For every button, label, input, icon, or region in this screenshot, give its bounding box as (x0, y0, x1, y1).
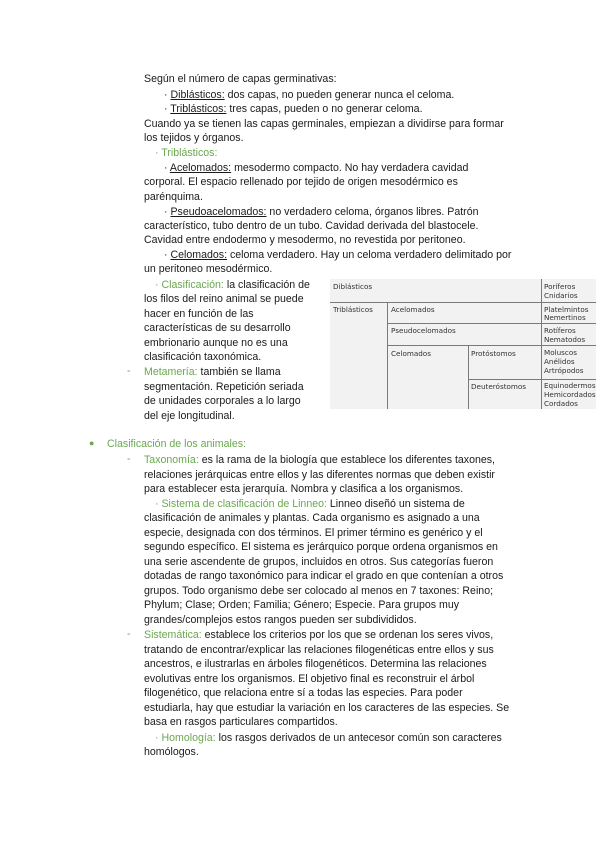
bullet-icon: ● (89, 438, 95, 448)
term-acelomados: Acelomados: (169, 162, 232, 174)
text-line (164, 248, 511, 262)
table-cell: Artrópodos (544, 366, 584, 375)
text-line: grupos. Todo organismo debe ser colocado al menos en 7 taxones: Reino; (144, 585, 494, 597)
text-fragment: también se llama (197, 366, 281, 378)
text-line: Phylum; Clase; Orden; Familia; Género; Especie. Para grupos muy (144, 599, 460, 611)
text-line: estudiarla, hay que estudiar la variación en los caracteres de las especies. Se (144, 702, 510, 714)
text-line (144, 365, 281, 379)
table-rule (387, 302, 388, 409)
table-cell: Acelomados (391, 305, 435, 314)
text-line (155, 278, 310, 292)
table-cell: Anélidos (544, 357, 575, 366)
term-celomados: Celomados: (170, 249, 228, 261)
table-rule (468, 345, 469, 409)
table-cell: Deuteróstomos (471, 382, 527, 391)
text-line: hacer en función de las (144, 308, 254, 320)
table-rule (387, 345, 596, 346)
term-clasificacion: · Clasificación: (155, 279, 224, 291)
text-line: del eje longitudinal. (144, 410, 235, 422)
text-line: Cavidad entre endodermo y mesodermo, no revestida por peritoneo. (144, 234, 466, 246)
table-cell: Poríferos (544, 282, 576, 291)
text-line: características de su desarrollo (144, 322, 291, 334)
text-line: clasificación de animales y plantas. Cada organismo es asignado a una (144, 512, 480, 524)
text-line: Cuando ya se tienen las capas germinales, empiezan a dividirse para formar (144, 118, 504, 130)
table-cell: Cordados (544, 399, 578, 408)
text-line: segmentación. Repetición seriada (144, 381, 304, 393)
text-line (155, 731, 502, 745)
table-cell: Nemertinos (544, 313, 586, 322)
table-cell: Pseudocelomados (391, 326, 456, 335)
table-rule (468, 379, 596, 380)
subheading-triblasticos: · Triblásticos: (155, 147, 218, 159)
table-cell: Diblásticos (333, 282, 373, 291)
text-line: tratando de encontrar/explicar las relaciones filogenéticas entre ellos y sus (144, 644, 494, 656)
text-line: dotadas de rango taxonómico para indicar el grado en que contenían a otros (144, 570, 504, 582)
table-cell: Nematodos (544, 335, 586, 344)
text-line: embrionario aunque no es una (144, 337, 288, 349)
bullet-dot: · (164, 206, 171, 218)
text-line: filogenético, que relaciona entre sí a todas las especies. Para poder (144, 687, 463, 699)
text-line: parénquima. (144, 191, 203, 203)
text-line: especie, designada con dos términos. El primer término es genérico y el (144, 527, 483, 539)
table-cell: Hemicordados (544, 390, 596, 399)
text-line (155, 497, 465, 511)
text-line: corporal. El espacio rellenado por tejido de origen mesodérmico es (144, 176, 458, 188)
table-cell: Rotíferos (544, 326, 576, 335)
table-cell: Triblásticos (333, 305, 373, 314)
text-line: homólogos. (144, 746, 199, 758)
table-rule (387, 323, 596, 324)
text-line (164, 102, 423, 116)
text-line: de unidades corporales a lo largo (144, 395, 301, 407)
term-sistematica: Sistemática: (144, 629, 202, 641)
text-line (164, 161, 468, 175)
text-fragment: Linneo diseñó un sistema de (326, 498, 465, 510)
table-cell: Equinodermos (544, 381, 596, 390)
text-fragment: es la rama de la biología que establece los diferentes taxones, (198, 454, 495, 466)
text-line: para establecer esta jerarquía. Nombra y clasifica a los organismos. (144, 483, 464, 495)
section-title: Clasificación de los animales: (107, 438, 246, 450)
text-line: una serie ascendente de grupos, incluidos en otros. Sus categorías fueron (144, 556, 494, 568)
table-rule (541, 279, 542, 409)
text-fragment: tres capas, pueden o no generar celoma. (226, 103, 423, 115)
text-line: un peritoneo mesodérmico. (144, 263, 273, 275)
text-line: clasificación taxonómica. (144, 351, 262, 363)
text-line: grandes/complejos estos rangos pueden ser subdivididos. (144, 614, 417, 626)
list-dash: - (127, 453, 131, 465)
term-diblasticos: Diblásticos: (170, 89, 225, 101)
text-line: segundo específico. El sistema es jerárquico porque ordena organismos en (144, 541, 498, 553)
text-line (164, 88, 454, 102)
term-linneo: · Sistema de clasificación de Linneo: (155, 498, 327, 510)
text-line: Según el número de capas germinativas: (144, 73, 337, 85)
text-line: evolutivas entre los organismos. El objetivo final es reconstruir el árbol (144, 673, 475, 685)
bullet-dot: · (164, 249, 171, 261)
text-line (144, 628, 493, 642)
text-fragment: los rasgos derivados de un antecesor común son caracteres (215, 732, 502, 744)
list-dash: - (127, 628, 131, 640)
term-pseudoacelomados: Pseudoacelomados: (170, 206, 267, 218)
table-cell: Protóstomos (471, 349, 516, 358)
text-line (164, 205, 478, 219)
bullet-dot: · (164, 103, 171, 115)
bullet-dot: · (164, 162, 170, 174)
text-line: característico, tubo dentro de un tubo. Cavidad derivada del blastocele. (144, 220, 479, 232)
text-fragment: dos capas, no pueden generar nunca el celoma. (224, 89, 455, 101)
text-line: los filos del reino animal se puede (144, 293, 304, 305)
table-cell: Celomados (391, 349, 431, 358)
bullet-dot: · (164, 89, 171, 101)
text-line: ancestros, e ilustrarlas en árboles filogenéticos. Determina las relaciones (144, 658, 487, 670)
text-fragment: establece los criterios por los que se ordenan los seres vivos, (201, 629, 494, 641)
table-cell: Platelmintos (544, 305, 589, 314)
text-line: los tejidos y órganos. (144, 132, 244, 144)
text-fragment: mesodermo compacto. No hay verdadera cavidad (231, 162, 469, 174)
term-triblasticos: Triblásticos: (170, 103, 227, 115)
text-line: basa en rasgos particulares compartidos. (144, 716, 338, 728)
term-metameria: Metamería: (144, 366, 198, 378)
text-fragment: la clasificación de (223, 279, 310, 291)
text-line (144, 453, 495, 467)
term-taxonomia: Taxonomía: (144, 454, 199, 466)
classification-table (330, 279, 596, 409)
term-homologia: · Homología: (155, 732, 216, 744)
text-fragment: no verdadero celoma, órganos libres. Patrón (266, 206, 479, 218)
table-rule (330, 302, 596, 303)
text-line: relaciones jerárquicas entre ellos y las diferentes normas que deben existir (144, 469, 495, 481)
table-cell: Moluscos (544, 348, 577, 357)
table-cell: Cnidarios (544, 291, 578, 300)
list-dash: - (127, 365, 131, 377)
text-fragment: celoma verdadero. Hay un celoma verdadero delimitado por (227, 249, 512, 261)
